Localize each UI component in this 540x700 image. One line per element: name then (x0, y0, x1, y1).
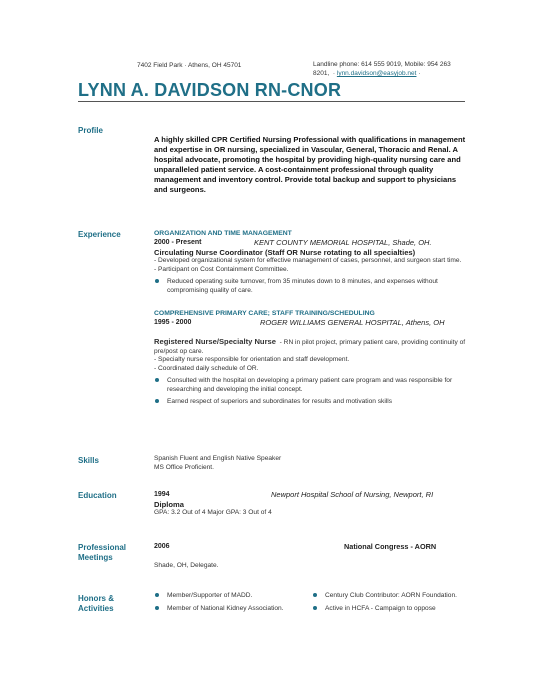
bullet-icon (155, 279, 159, 283)
honors-left (154, 592, 304, 613)
meeting-event: National Congress - AORN (344, 542, 437, 551)
bullet-icon (155, 399, 159, 403)
phone-line: Landline phone: 614 555 9019, Mobile: 954 263 (313, 61, 451, 68)
meeting-year: 2006 (154, 543, 170, 550)
job-years: 2000 - Present (154, 239, 202, 246)
honor-item: Member of National Kidney Association. (154, 605, 304, 614)
bullet-icon (313, 593, 317, 597)
meetings-label: Professional Meetings (78, 543, 127, 562)
education-year: 1994 (154, 491, 170, 498)
job-line: - Developed organizational system for effective management of cases, personnel, and surgeon start time. (154, 257, 462, 264)
address: 7402 Field Park · Athens, OH 45701 (137, 62, 242, 69)
job-bullet: Reduced operating suite turnover, from 35 minutes down to 8 minutes, and expenses without compromising quality of care. (154, 278, 466, 295)
job-title-desc: - RN in pilot project, primary patient care, providing continuity of pre/post op care. (154, 339, 466, 355)
header-divider (78, 101, 465, 102)
job-bullet: Earned respect of superiors and subordinates for results and motivation skills (154, 398, 466, 407)
job-title: Registered Nurse/Specialty Nurse (154, 337, 276, 346)
skills-label: Skills (78, 456, 99, 465)
education-degree: Diploma (154, 500, 184, 509)
job-years: 1995 - 2000 (154, 319, 192, 326)
honors-right (312, 592, 472, 613)
education-section (154, 490, 466, 518)
bullet-icon (155, 593, 159, 597)
contact-info: Landline phone: 614 555 9019, Mobile: 954 263 8201, · lynn.davidson@easyjob.net · (313, 60, 469, 78)
applicant-name: LYNN A. DAVIDSON RN-CNOR (78, 80, 342, 100)
bullet-icon (155, 378, 159, 382)
profile-label: Profile (78, 126, 103, 135)
skill-item: Spanish Fluent and English Native Speaker (154, 455, 282, 462)
education-label: Education (78, 491, 117, 500)
education-gpa: GPA: 3.2 Out of 4 Major GPA: 3 Out of 4 (154, 509, 272, 516)
job-bullet: Consulted with the hospital on developing a primary patient care program and was responsible for researching and developing the initial concept. (154, 377, 466, 394)
job-employer: KENT COUNTY MEMORIAL HOSPITAL, Shade, OH. (254, 238, 432, 247)
education-school: Newport Hospital School of Nursing, Newport, RI (271, 490, 434, 499)
job-employer: ROGER WILLIAMS GENERAL HOSPITAL, Athens, OH (260, 318, 445, 327)
honor-item: Member/Supporter of MADD. (154, 592, 304, 601)
job-subhead: ORGANIZATION AND TIME MANAGEMENT (154, 230, 292, 237)
bullet-icon (313, 606, 317, 610)
phone-line-cont: 8201, (313, 70, 330, 77)
meetings-section (154, 542, 466, 571)
experience-label: Experience (78, 230, 121, 239)
bullet-icon (155, 606, 159, 610)
email-link[interactable]: lynn.davidson@easyjob.net (336, 70, 417, 77)
skill-item: MS Office Proficient. (154, 463, 214, 471)
job-line: - Coordinated daily schedule of OR. (154, 364, 259, 372)
profile-text: A highly skilled CPR Certified Nursing Professional with qualifications in management and expertise in OR nursing, specialized in Vascular, General, Thoracic and Renal. A hospital advocate, promoting the hospital by providing high-quality nursing care and unparalleled patient service. A cost-containment professional through quality management and inventory control. Provide total backup and support to physicians and surgeons. (154, 135, 466, 194)
honors-label: Honors & Activities (78, 594, 114, 613)
job-line: - Participant on Cost Containment Committee. (154, 265, 289, 273)
honor-item: Active in HCFA - Campaign to oppose (312, 605, 472, 614)
skills-list (154, 455, 466, 472)
job-title: Circulating Nurse Coordinator (Staff OR Nurse rotating to all specialties) (154, 248, 416, 257)
meeting-location: Shade, OH, Delegate. (154, 562, 219, 569)
honor-item: Century Club Contributor: AORN Foundation. (312, 592, 472, 601)
experience-section (154, 229, 466, 407)
job-line: - Specialty nurse responsible for orientation and staff development. (154, 356, 350, 363)
job-subhead: COMPREHENSIVE PRIMARY CARE; STAFF TRAINING/SCHEDULING (154, 310, 375, 317)
